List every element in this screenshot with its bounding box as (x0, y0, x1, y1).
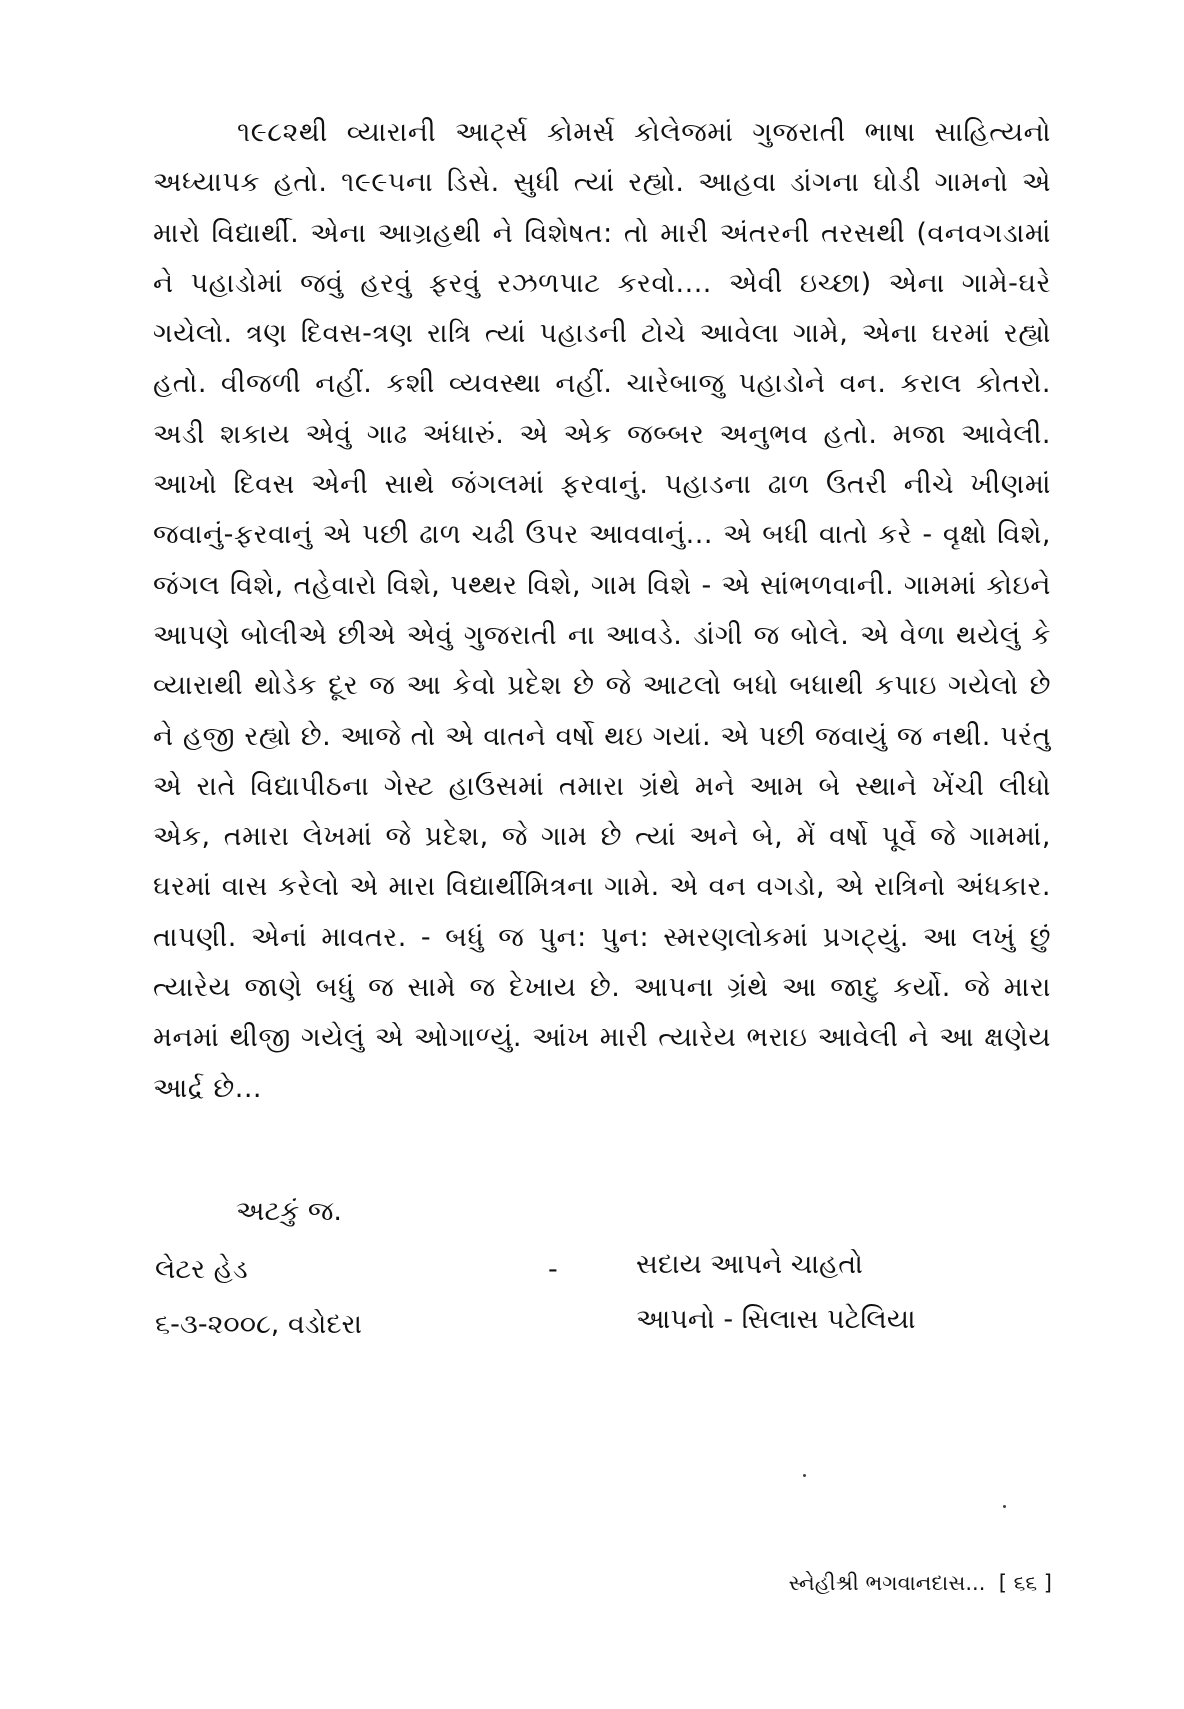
letter-head-label: લેટર હેડ (155, 1254, 248, 1285)
signoff-line-2: આપનો - સિલાસ પટેલિયા (636, 1304, 916, 1335)
scan-speck (803, 1474, 806, 1477)
letter-body-paragraph: ૧૯૮૨થી વ્યારાની આર્ટ્સ કોમર્સ કોલેજમાં ગુજરાતી ભાષા સાહિત્યનો અધ્યાપક હતો. ૧૯૯૫ના ડિસે. સુધી ત્યાં રહ્યો. આહવા ડાંગના ઘોડી ગામનો એ મારો વિદ્યાર્થી. એના આગ્રહથી ને વિશેષત: તો મારી અંતરની તરસથી (વનવગડામાં ને પહાડોમાં જવું હરવું ફરવું રઝળપાટ કરવો.... એવી ઇચ્છા) એના ગામે-ઘરે ગયેલો. ત્રણ દિવસ-ત્રણ રાત્રિ ત્યાં પહાડની ટોચે આવેલા ગામે, એના ઘરમાં રહ્યો હતો. વીજળી નહીં. કશી વ્યવસ્થા નહીં. ચારેબાજુ પહાડોને વન. કરાલ કોતરો. અડી શકાય એવું ગાઢ અંધારું. એ એક જબ્બર અનુભવ હતો. મજા આવેલી. આખો દિવસ એની સાથે જંગલમાં ફરવાનું. પહાડના ઢાળ ઉતરી નીચે ખીણમાં જવાનું-ફરવાનું એ પછી ઢાળ ચઢી ઉપર આવવાનું... એ બધી વાતો કરે - વૃક્ષો વિશે, જંગલ વિશે, તહેવારો વિશે, પથ્થર વિશે, ગામ વિશે - એ સાંભળવાની. ગામમાં કોઇને આપણે બોલીએ છીએ એવું ગુજરાતી ના આવડે. ડાંગી જ બોલે. એ વેળા થયેલું કે વ્યારાથી થોડેક દૂર જ આ કેવો પ્રદેશ છે જે આટલો બધો બધાથી કપાઇ ગયેલો છે ને હજી રહ્યો છે. આજે તો એ વાતને વર્ષો થઇ ગયાં. એ પછી જવાયું જ નથી. પરંતુ એ રાતે વિદ્યાપીઠના ગેસ્ટ હાઉસમાં તમારા ગ્રંથે મને આમ બે સ્થાને ખેંચી લીધો એક, તમારા લેખમાં જે પ્રદેશ, જે ગામ છે ત્યાં અને બે, મેં વર્ષો પૂર્વે જે ગામમાં, ઘરમાં વાસ કરેલો એ મારા વિદ્યાર્થીમિત્રના ગામે. એ વન વગડો, એ રાત્રિનો અંધકાર. તાપણી. એનાં માવતર. - બધું જ પુન: પુન: સ્મરણલોકમાં પ્રગટ્યું. આ લખું છું ત્યારેય જાણે બધું જ સામે જ દેખાય છે. આપના ગ્રંથે આ જાદુ કર્યો. જે મારા મનમાં થીજી ગયેલું એ ઓગાળ્યું. આંખ મારી ત્યારેય ભરાઇ આવેલી ને આ ક્ષણેય આર્દ્ર છે... (153, 117, 1051, 1104)
signoff-separator: - (548, 1254, 558, 1285)
signoff-line-1: સદાય આપને ચાહતો (636, 1249, 863, 1280)
letter-date-place: ૬-૩-૨૦૦૮, વડોદરા (155, 1309, 363, 1340)
running-title: સ્નેહીશ્રી ભગવાનદાસ... (788, 1571, 986, 1595)
letter-closing: અટકું જ. (236, 1196, 342, 1227)
page-footer (789, 1568, 1052, 1598)
page-number: [ ૬૬ ] (998, 1571, 1052, 1595)
scan-speck (1003, 1505, 1006, 1508)
